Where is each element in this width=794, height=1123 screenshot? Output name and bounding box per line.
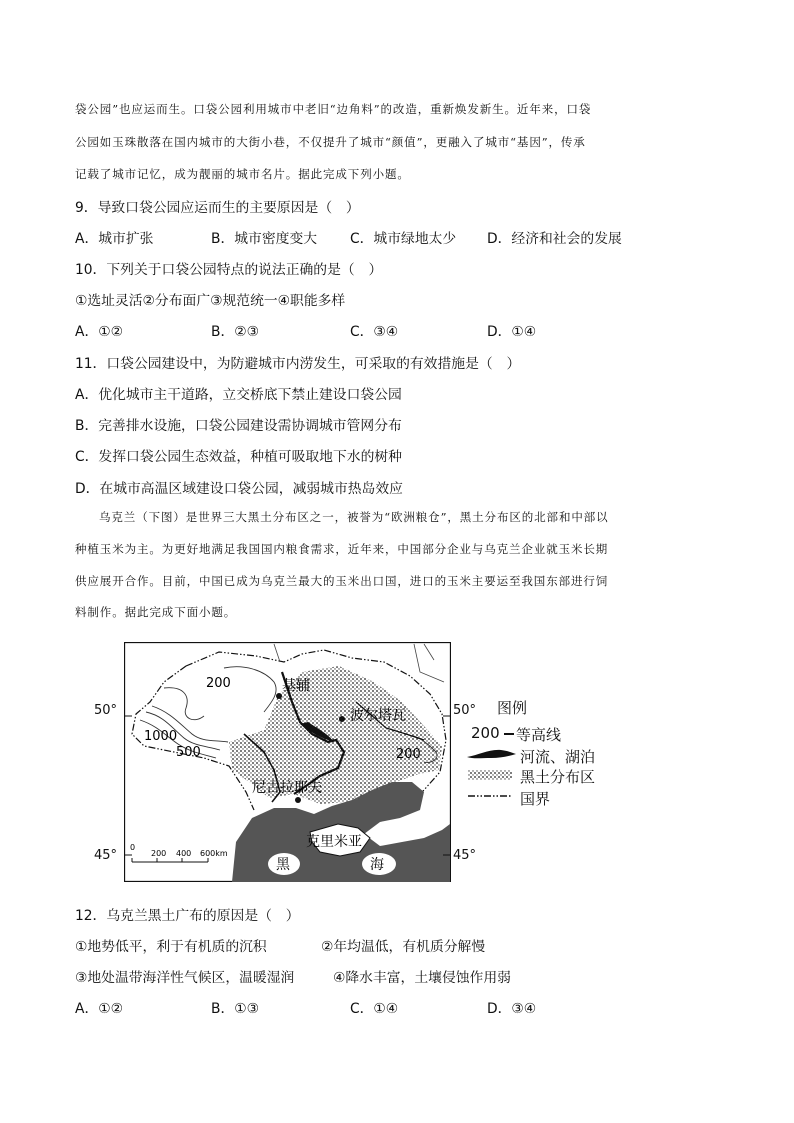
passage1-line1: 袋公园”也应运而生。口袋公园利用城市中老旧“边角料”的改造，重新焕发新生。近年来，口袋 xyxy=(75,102,592,116)
sea-label-right: 海 xyxy=(370,857,384,873)
q9-option-b[interactable]: B．城市密度变大 xyxy=(211,231,318,247)
passage1-line2: 公园如玉珠散落在国内城市的大街小巷，不仅提升了城市“颜值”，更融入了城市“基因”，传承 xyxy=(75,135,586,149)
q12-item-4: ④降水丰富，土壤侵蚀作用弱 xyxy=(333,970,511,986)
q10-stem: 10．下列关于口袋公园特点的说法正确的是（ ） xyxy=(75,262,383,278)
legend-border-label: 国界 xyxy=(520,790,551,808)
lat-50-label-right: 50° xyxy=(453,703,477,718)
legend-blacksoil-symbol xyxy=(466,768,514,782)
q10-option-a[interactable]: A．①② xyxy=(75,324,123,340)
legend-blacksoil-label: 黑土分布区 xyxy=(520,768,596,786)
q11-option-a[interactable]: A．优化城市主干道路，立交桥底下禁止建设口袋公园 xyxy=(75,387,402,403)
q9-option-c[interactable]: C．城市绿地太少 xyxy=(350,231,457,247)
mykolaiv-dot xyxy=(295,797,301,803)
lat-50-label-left: 50° xyxy=(94,703,118,718)
passage1-line3: 记载了城市记忆，成为靓丽的城市名片。据此完成下列小题。 xyxy=(75,167,410,181)
scale-0: 0 xyxy=(130,843,136,852)
legend-contour-number: 200 xyxy=(471,724,500,742)
q12-option-b[interactable]: B．①③ xyxy=(211,1001,259,1017)
ukraine-map xyxy=(124,642,451,882)
legend-contour-label: 等高线 xyxy=(516,726,562,744)
legend-border-symbol xyxy=(466,791,514,801)
legend-contour-dash xyxy=(504,733,514,735)
q11-stem: 11．口袋公园建设中，为防避城市内涝发生，可采取的有效措施是（ ） xyxy=(75,356,521,372)
contour-label-200-nw: 200 xyxy=(206,676,231,691)
q11-option-b[interactable]: B．完善排水设施，口袋公园建设需协调城市管网分布 xyxy=(75,418,402,434)
contour-label-200-e: 200 xyxy=(396,747,421,762)
poltava-dot xyxy=(339,716,345,722)
q10-option-d[interactable]: D．①④ xyxy=(487,324,537,340)
q12-item-2: ②年均温低，有机质分解慢 xyxy=(321,939,486,955)
lat-45-label-left: 45° xyxy=(94,848,118,863)
scale-200: 200 xyxy=(151,849,167,858)
q12-item-3: ③地处温带海洋性气候区，温暖湿润 xyxy=(75,970,295,986)
city-label-kyiv: 基辅 xyxy=(282,678,310,694)
q12-option-c[interactable]: C．①④ xyxy=(350,1001,399,1017)
sea-label-left: 黑 xyxy=(276,857,290,873)
q12-item-1: ①地势低平，利于有机质的沉积 xyxy=(75,939,267,955)
q12-stem: 12．乌克兰黑土广布的原因是（ ） xyxy=(75,908,300,924)
q10-option-b[interactable]: B．②③ xyxy=(211,324,259,340)
passage2-line2: 种植玉米为主。为更好地满足我国国内粮食需求，近年来，中国部分企业与乌克兰企业就玉米长期 xyxy=(75,542,609,556)
q9-option-d[interactable]: D．经济和社会的发展 xyxy=(487,231,622,247)
scale-600: 600km xyxy=(200,849,228,858)
contour-label-500: 500 xyxy=(176,745,201,760)
city-label-mykolaiv: 尼古拉耶夫 xyxy=(252,780,322,796)
q11-option-d[interactable]: D．在城市高温区域建设口袋公园，减弱城市热岛效应 xyxy=(75,481,403,497)
passage2-line1: 乌克兰（下图）是世界三大黑土分布区之一，被誉为“欧洲粮仓”，黑土分布区的北部和中部以 xyxy=(99,510,609,524)
q10-option-c[interactable]: C．③④ xyxy=(350,324,399,340)
lat-45-label-right: 45° xyxy=(453,848,477,863)
crimea-label: 克里米亚 xyxy=(306,834,362,850)
passage2-line4: 料制作。据此完成下面小题。 xyxy=(75,605,237,619)
q12-option-d[interactable]: D．③④ xyxy=(487,1001,537,1017)
city-label-poltava: 波尔塔瓦 xyxy=(350,708,406,724)
q9-option-a[interactable]: A．城市扩张 xyxy=(75,231,154,247)
passage2-line3: 供应展开合作。目前，中国已成为乌克兰最大的玉米出口国，进口的玉米主要运至我国东部进行饲 xyxy=(75,574,609,588)
q9-stem: 9．导致口袋公园应运而生的主要原因是（ ） xyxy=(75,200,360,216)
q11-option-c[interactable]: C．发挥口袋公园生态效益，种植可吸取地下水的树种 xyxy=(75,449,402,465)
legend-river-symbol xyxy=(465,747,517,761)
q12-option-a[interactable]: A．①② xyxy=(75,1001,123,1017)
q10-items: ①选址灵活②分布面广③规范统一④职能多样 xyxy=(75,293,346,309)
contour-label-1000: 1000 xyxy=(144,729,178,744)
scale-400: 400 xyxy=(176,849,192,858)
legend-title: 图例 xyxy=(497,699,528,717)
legend-river-label: 河流、湖泊 xyxy=(520,748,596,766)
